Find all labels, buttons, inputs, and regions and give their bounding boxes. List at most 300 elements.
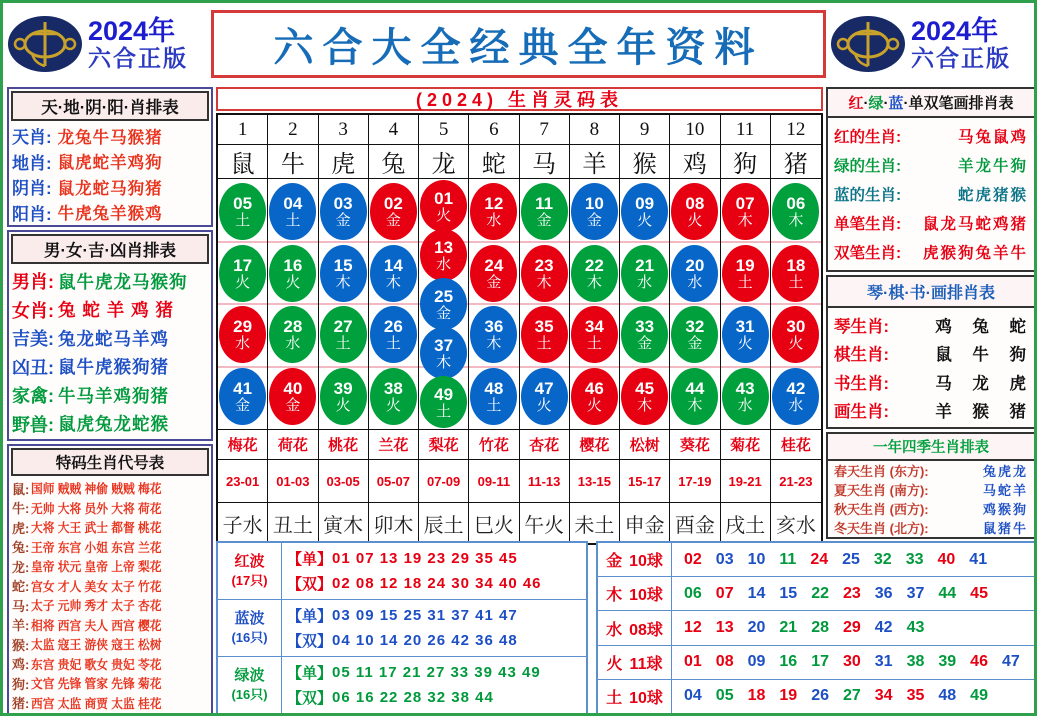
ball-number: 09 (635, 194, 655, 214)
wave-color-table (216, 541, 588, 715)
ball-element: 土 (335, 335, 351, 353)
ball-number: 11 (535, 194, 554, 214)
row-label: 虎: (12, 520, 30, 536)
ball-column (771, 179, 821, 429)
ball-number: 32 (685, 317, 705, 337)
ball-number: 18 (786, 255, 806, 275)
ball-element: 水 (235, 335, 251, 353)
zodiac-name: 龙 (419, 145, 469, 178)
number-ball (722, 306, 769, 363)
odd-numbers: 03 09 15 25 31 37 41 47 (332, 606, 518, 624)
element-name: 木 (606, 587, 623, 605)
row-value: 马 龙 虎 (935, 374, 1028, 393)
title-part: 红 (848, 95, 864, 112)
element-number: 01 (684, 653, 702, 671)
wave-group (218, 657, 586, 713)
number-ball (370, 245, 417, 302)
row-label: 兔: (12, 540, 30, 556)
month-number: 5 (419, 115, 469, 144)
ball-column (369, 179, 419, 429)
main-title-box (211, 10, 826, 78)
row-label: 冬天生肖 (北方): (834, 521, 929, 536)
ball-number: 29 (233, 317, 253, 337)
element-number: 40 (937, 550, 956, 568)
element-name-cell (598, 680, 672, 713)
row-value: 牛马羊鸡狗猪 (58, 385, 169, 406)
element-number: 35 (906, 687, 925, 705)
attr-row (12, 674, 208, 693)
row-value: 大将 大王 武士 都督 桃花 (31, 521, 162, 536)
number-ball (772, 306, 819, 363)
wave-name: 红波 (234, 553, 265, 571)
row-label: 书生肖: (834, 374, 889, 393)
number-ball (571, 245, 618, 302)
number-ball (420, 229, 467, 281)
even-numbers: 06 16 22 28 32 38 44 (332, 689, 494, 707)
number-ball (320, 245, 367, 302)
odd-line (287, 548, 586, 569)
number-ball (571, 183, 618, 240)
zodiac-name: 牛 (268, 145, 318, 178)
ball-number: 34 (584, 317, 604, 337)
ball-column (268, 179, 318, 429)
row-label: 吉美: (12, 329, 54, 350)
number-ball (219, 306, 266, 363)
wave-name-cell (218, 543, 282, 599)
ball-number: 07 (735, 194, 755, 214)
element-number: 16 (779, 653, 798, 671)
title-part: 绿 (868, 95, 884, 112)
ball-element: 火 (687, 212, 703, 230)
number-ball (320, 306, 367, 363)
wave-count: (16只) (231, 687, 268, 703)
ball-element: 土 (235, 212, 251, 230)
ball-element: 土 (285, 212, 301, 230)
ball-number: 44 (685, 378, 705, 398)
earthly-branch: 巳火 (469, 503, 519, 543)
number-ball (772, 183, 819, 240)
zodiac-name: 猴 (620, 145, 670, 178)
number-ball (219, 183, 266, 240)
panel-title: 特码生肖代号表 (11, 448, 209, 476)
element-name-cell (598, 577, 672, 610)
element-number: 10 (747, 550, 766, 568)
row-label: 鼠: (12, 481, 30, 497)
ball-number: 47 (534, 378, 554, 398)
zodiac-name: 鸡 (670, 145, 720, 178)
element-number: 32 (873, 550, 892, 568)
number-ball (420, 327, 467, 379)
brand-left (7, 15, 207, 73)
ball-element: 土 (486, 396, 502, 414)
ball-element: 金 (486, 273, 502, 291)
zodiac-code-table-title: (2024) 生肖灵码表 (415, 90, 624, 110)
element-number: 33 (905, 550, 924, 568)
attr-row (12, 635, 208, 654)
earthly-branch: 辰土 (419, 503, 469, 543)
wave-name: 蓝波 (234, 610, 265, 628)
ball-column (620, 179, 670, 429)
hour-range: 07-09 (419, 460, 469, 502)
row-value: 鼠龙马蛇鸡猪 (922, 215, 1028, 233)
ball-element: 金 (285, 396, 301, 414)
element-row (598, 611, 1034, 645)
row-value: 西宫 太监 商贾 太监 桂花 (31, 696, 162, 711)
number-ball (219, 368, 266, 425)
element-count: 08球 (629, 621, 663, 639)
even-tag: 【双】 (287, 633, 333, 651)
five-elements-table (596, 541, 1036, 715)
element-number: 34 (874, 687, 893, 705)
element-number: 49 (970, 687, 988, 705)
flower-name: 桂花 (780, 437, 811, 454)
wave-numbers (282, 657, 586, 713)
row-label: 鸡: (12, 657, 30, 673)
ball-element: 金 (385, 212, 401, 230)
ball-element: 金 (335, 212, 351, 230)
ball-number: 08 (685, 194, 705, 214)
number-ball (269, 245, 316, 302)
element-name-cell (598, 543, 672, 576)
row-value: 文官 先锋 管家 先锋 菊花 (31, 677, 162, 692)
ball-element: 土 (536, 335, 552, 353)
hour-range: 13-15 (570, 460, 620, 502)
element-number: 03 (715, 550, 734, 568)
element-number: 05 (715, 687, 734, 705)
ball-column (469, 179, 519, 429)
attr-row (12, 576, 208, 595)
element-name: 金 (606, 553, 623, 571)
zodiac-name: 狗 (721, 145, 771, 178)
ball-number: 41 (233, 378, 253, 398)
row-label: 天肖: (12, 128, 52, 148)
hour-range: 03-05 (319, 460, 369, 502)
even-line (287, 687, 586, 708)
number-ball (269, 183, 316, 240)
attr-row (12, 498, 208, 517)
ball-number: 21 (635, 255, 655, 275)
row-label: 家禽: (12, 386, 54, 407)
row-value: 太子 元帅 秀才 太子 杏花 (31, 599, 162, 614)
ball-number: 45 (635, 378, 655, 398)
row-value: 宫女 才人 美女 太子 竹花 (31, 579, 162, 594)
hour-range: 17-19 (670, 460, 720, 502)
panel-body (9, 266, 211, 439)
hour-range: 09-11 (469, 460, 519, 502)
number-ball (420, 278, 467, 330)
flower-row (218, 429, 821, 459)
ball-element: 木 (385, 273, 401, 291)
attr-row (834, 241, 1028, 263)
number-ball (370, 306, 417, 363)
ball-number: 48 (484, 378, 504, 398)
panel-title: 男·女·吉·凶肖排表 (11, 234, 209, 264)
wave-group (218, 600, 586, 657)
attr-row (834, 480, 1028, 499)
ball-element: 火 (235, 273, 251, 291)
row-value: 龙兔牛马猴猪 (57, 128, 163, 147)
row-value: 虎猴狗兔羊牛 (922, 244, 1028, 262)
ball-element: 水 (486, 212, 502, 230)
ball-element: 木 (335, 273, 351, 291)
element-number: 21 (779, 619, 798, 636)
row-value: 鼠牛虎猴狗猪 (58, 357, 169, 378)
zodiac-name: 虎 (319, 145, 369, 178)
element-row (598, 543, 1034, 577)
number-ball (370, 368, 417, 425)
odd-tag: 【单】 (287, 607, 333, 625)
panel-body (828, 461, 1034, 537)
month-row (218, 115, 821, 144)
ball-number: 15 (333, 255, 353, 275)
panel-title (828, 89, 1034, 118)
ball-grid (218, 178, 821, 429)
earthly-branch: 戌土 (721, 503, 771, 543)
number-ball (521, 245, 568, 302)
element-number: 36 (874, 584, 893, 602)
element-row (598, 577, 1034, 611)
number-ball (370, 183, 417, 240)
attr-row (12, 200, 208, 225)
row-label: 牛: (12, 501, 30, 517)
element-number: 18 (747, 687, 766, 705)
ball-number: 27 (333, 317, 353, 337)
header (3, 3, 1034, 85)
ball-number: 22 (584, 255, 604, 275)
ball-element: 火 (788, 335, 804, 353)
liuhe-logo-icon (7, 15, 83, 73)
attr-row (12, 268, 208, 294)
month-number: 3 (319, 115, 369, 144)
zodiac-name: 鼠 (218, 145, 268, 178)
ball-column (721, 179, 771, 429)
row-value: 鼠牛虎龙马猴狗 (58, 271, 188, 292)
number-ball (320, 368, 367, 425)
flower-name: 桃花 (319, 430, 369, 459)
row-value: 鼠虎兔龙蛇猴 (58, 414, 169, 435)
element-number: 30 (842, 653, 861, 671)
number-ball (470, 306, 517, 363)
earthly-branch: 亥水 (775, 514, 816, 537)
flower-name: 兰花 (369, 430, 419, 459)
element-number: 28 (811, 619, 829, 636)
panel-body (9, 478, 211, 713)
row-value: 马兔鼠鸡 (957, 128, 1028, 146)
element-number: 04 (684, 687, 702, 705)
row-value: 鼠猪牛 (982, 521, 1028, 536)
element-number: 44 (938, 584, 957, 602)
element-number: 15 (779, 584, 798, 602)
bottom-tables (216, 541, 1036, 715)
number-ball (571, 368, 618, 425)
element-number: 08 (715, 653, 734, 671)
number-ball (621, 306, 668, 363)
row-value: 牛虎兔羊猴鸡 (57, 205, 163, 224)
panel-teMa (7, 444, 213, 715)
month-number: 10 (670, 115, 720, 144)
row-value: 鼠 牛 狗 (935, 346, 1028, 365)
number-ball (470, 183, 517, 240)
hour-row (218, 459, 821, 502)
panel-body (9, 123, 211, 225)
zodiac-row (218, 144, 821, 178)
row-label: 蛇: (12, 579, 30, 595)
element-number: 43 (906, 619, 925, 636)
ball-element: 水 (436, 255, 452, 273)
element-number: 02 (684, 550, 702, 568)
number-ball (722, 245, 769, 302)
ball-element: 土 (586, 335, 602, 353)
ball-element: 木 (486, 335, 502, 353)
row-label: 猪: (12, 696, 30, 712)
element-count: 10球 (629, 689, 663, 707)
element-number: 29 (842, 619, 861, 636)
number-ball (420, 376, 467, 428)
number-ball (420, 180, 467, 232)
wave-name-cell (218, 657, 282, 713)
row-label: 龙: (12, 559, 30, 575)
ball-number: 12 (484, 194, 504, 214)
earthly-branch: 午火 (520, 503, 570, 543)
zodiac-name: 羊 (570, 145, 620, 178)
earthly-branch: 子水 (218, 503, 268, 543)
attr-row (834, 313, 1028, 337)
month-number: 1 (218, 115, 268, 144)
row-label: 野兽: (12, 414, 54, 435)
number-ball (269, 368, 316, 425)
wave-numbers (282, 600, 586, 656)
ball-number: 35 (534, 317, 554, 337)
number-ball (671, 306, 718, 363)
element-number: 22 (811, 584, 829, 602)
ball-number: 39 (333, 378, 353, 398)
ball-element: 金 (536, 212, 552, 230)
element-number: 07 (715, 584, 734, 602)
attr-row (834, 499, 1028, 518)
brand-text (911, 17, 1011, 71)
element-numbers (672, 611, 1034, 644)
row-value: 羊龙牛狗 (957, 157, 1028, 175)
ball-number: 19 (735, 255, 755, 275)
element-number: 14 (747, 584, 766, 602)
attr-row (12, 297, 208, 323)
ball-number: 46 (584, 378, 604, 398)
row-label: 单笔生肖: (834, 215, 902, 233)
ball-element: 木 (536, 273, 552, 291)
element-number: 38 (906, 653, 925, 671)
zodiac-name: 马 (520, 145, 570, 178)
panel-body (828, 308, 1034, 427)
liuhe-logo-icon (830, 15, 906, 73)
ball-element: 水 (285, 335, 301, 353)
element-number: 31 (874, 653, 893, 671)
row-label: 春天生肖 (东方): (834, 464, 929, 479)
attr-row (834, 461, 1028, 480)
attr-row (12, 654, 208, 673)
element-name-cell (598, 646, 672, 679)
flower-name: 梨花 (419, 430, 469, 459)
row-value: 太监 寇王 游侠 寇王 松树 (31, 638, 162, 653)
number-ball (470, 368, 517, 425)
ball-element: 火 (335, 396, 351, 414)
title-part: ·单双笔画排肖表 (903, 95, 1014, 112)
ball-number: 30 (786, 317, 806, 337)
even-numbers: 04 10 14 20 26 42 36 48 (332, 632, 518, 650)
ball-element: 水 (788, 396, 804, 414)
month-number: 7 (520, 115, 570, 144)
element-count: 11球 (629, 655, 663, 673)
row-value: 王帝 东宫 小姐 东宫 兰花 (31, 540, 162, 555)
attr-row (834, 154, 1028, 176)
ball-number: 24 (484, 255, 504, 275)
element-number: 47 (1001, 653, 1020, 671)
attr-row (12, 518, 208, 537)
number-ball (269, 306, 316, 363)
row-label: 狗: (12, 676, 30, 692)
attr-row (12, 411, 208, 437)
month-number: 9 (620, 115, 670, 144)
number-ball (772, 368, 819, 425)
row-value: 兔 蛇 羊 鸡 猪 (58, 300, 174, 321)
ball-element: 金 (687, 335, 703, 353)
ball-number: 42 (786, 378, 806, 398)
brand-year: 2024年 (911, 16, 999, 46)
earthly-branch: 未土 (570, 503, 620, 543)
number-ball (671, 245, 718, 302)
center-panel (216, 87, 823, 545)
ball-element: 火 (637, 212, 653, 230)
wave-count: (16只) (231, 630, 268, 646)
title-part: · (863, 95, 869, 112)
ball-element: 土 (385, 335, 401, 353)
title-part: 蓝 (888, 95, 904, 112)
hour-range: 15-17 (620, 460, 670, 502)
hour-range: 19-21 (721, 460, 771, 502)
month-number: 12 (786, 118, 806, 140)
ball-number: 25 (434, 286, 454, 306)
ball-element: 火 (737, 335, 753, 353)
element-name: 水 (606, 621, 623, 639)
row-label: 棋生肖: (834, 346, 889, 365)
element-number: 37 (906, 584, 925, 602)
row-value: 东宫 贵妃 歌女 贵妃 苓花 (31, 657, 162, 672)
panel-qinQi (826, 275, 1036, 429)
number-ball (320, 183, 367, 240)
ball-number: 28 (283, 317, 303, 337)
hour-range: 01-03 (268, 460, 318, 502)
attr-row (12, 382, 208, 408)
ball-element: 土 (436, 402, 452, 420)
earthly-branch: 酉金 (670, 503, 720, 543)
element-number: 42 (874, 619, 893, 636)
element-number: 12 (684, 619, 702, 636)
ball-element: 水 (687, 273, 703, 291)
branch-row (218, 502, 821, 543)
row-value: 鼠虎蛇羊鸡狗 (57, 154, 163, 173)
element-number: 27 (842, 687, 861, 705)
zodiac-name: 猪 (783, 152, 808, 178)
ball-number: 49 (434, 384, 454, 404)
attr-row (12, 354, 208, 380)
ball-number: 06 (786, 194, 806, 214)
row-value: 皇帝 状元 皇帝 上帝 梨花 (31, 560, 162, 575)
attr-row (834, 125, 1028, 147)
element-number: 06 (684, 584, 702, 602)
zodiac-code-table (216, 113, 823, 545)
element-name: 土 (606, 689, 623, 707)
wave-group (218, 543, 586, 600)
row-label: 羊: (12, 618, 30, 634)
